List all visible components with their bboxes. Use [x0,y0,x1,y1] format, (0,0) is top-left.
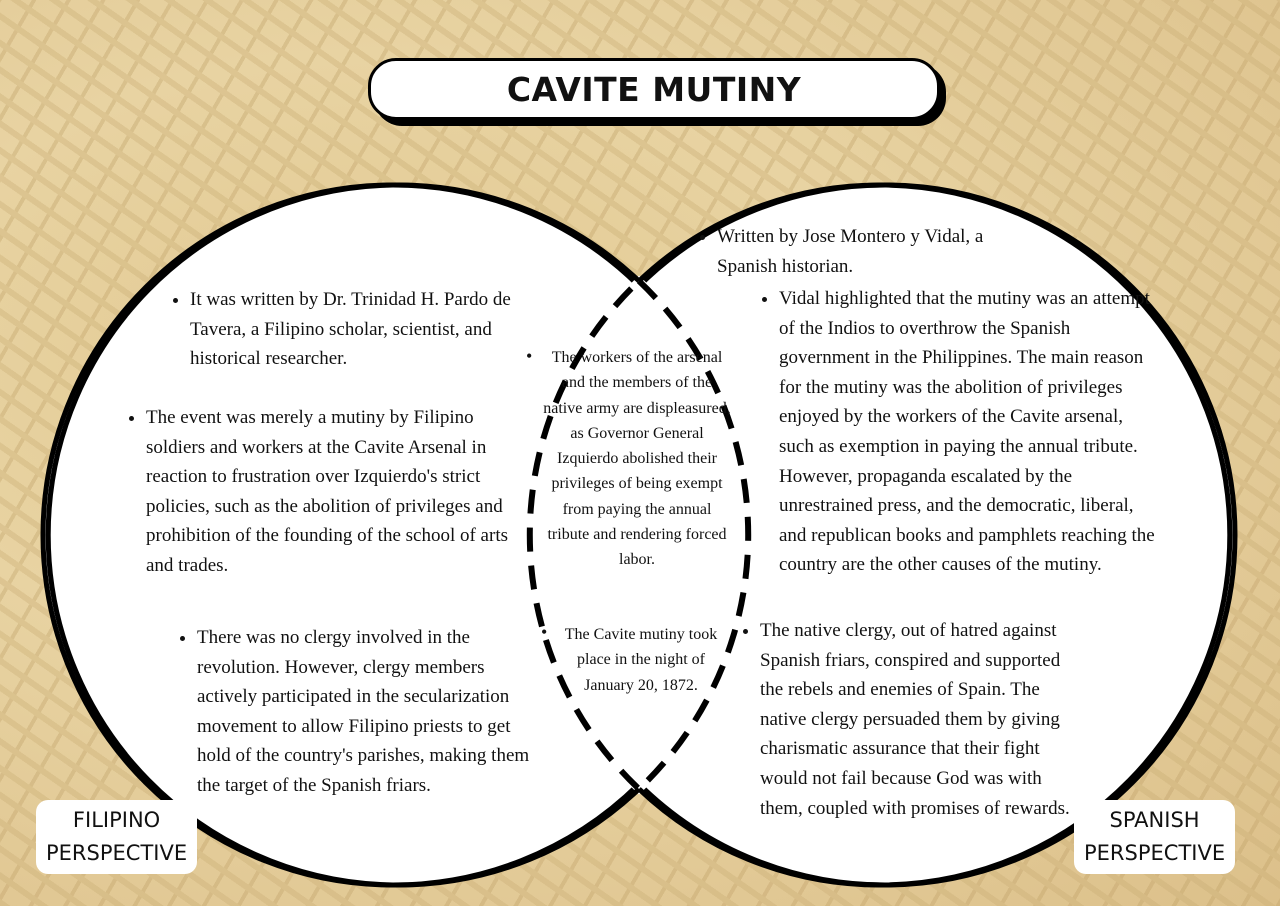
filipino-point-3: • There was no clergy involved in the revolution. However, clergy members actively participated in the secularization movement to allow Filipino priests to get hold of the country's parishes, making them the target of the Spanish friars. [175,623,547,801]
spanish-point-2: • Vidal highlighted that the mutiny was an attempt of the Indios to overthrow the Spanish government in the Philippines. The main reason for the mutiny was the abolition of privileges enjoyed by the workers of the Cavite arsenal, such as exemption in paying the annual tribute. However, propaganda escalated by the unrestrained press, and the democratic, liberal, and republican books and pamphlets reaching the country are the other causes of the mutiny. [757,284,1157,580]
label-line: PERSPECTIVE [46,841,188,865]
spanish-point-1: • Written by Jose Montero y Vidal, a Spanish historian. [695,222,1035,281]
bullet-dot: • [541,622,548,642]
filipino-point-1: • It was written by Dr. Trinidad H. Pardo de Tavera, a Filipino scholar, scientist, and historical researcher. [168,285,538,374]
common-point-1: The workers of the arsenal and the members of the native army are displeasured, as Governor General Izquierdo abolished their privileges of being exempt from paying the annual tribute and rendering forced labor. [543,349,731,569]
bullet-dot: • [526,346,533,366]
spanish-perspective-label [1074,800,1235,874]
page-title: CAVITE MUTINY [368,58,940,120]
filipino-perspective-label [36,800,197,874]
filipino-point-2: • The event was merely a mutiny by Filipino soldiers and workers at the Cavite Arsenal in reaction to frustration over Izquierdo's strict policies, such as the abolition of privileges and prohibition of the founding of the school of arts and trades. [124,403,508,581]
label-line: FILIPINO [72,808,161,832]
common-point-2: The Cavite mutiny took place in the night of January 20, 1872. [564,626,718,694]
label-line: SPANISH [1109,808,1200,832]
label-line: PERSPECTIVE [1084,841,1226,865]
spanish-point-3: • The native clergy, out of hatred against Spanish friars, conspired and supported the rebels and enemies of Spain. The native clergy persuaded them by giving charismatic assurance that their fight would not fail because God was with them, coupled with promises of rewards. [738,616,1088,823]
